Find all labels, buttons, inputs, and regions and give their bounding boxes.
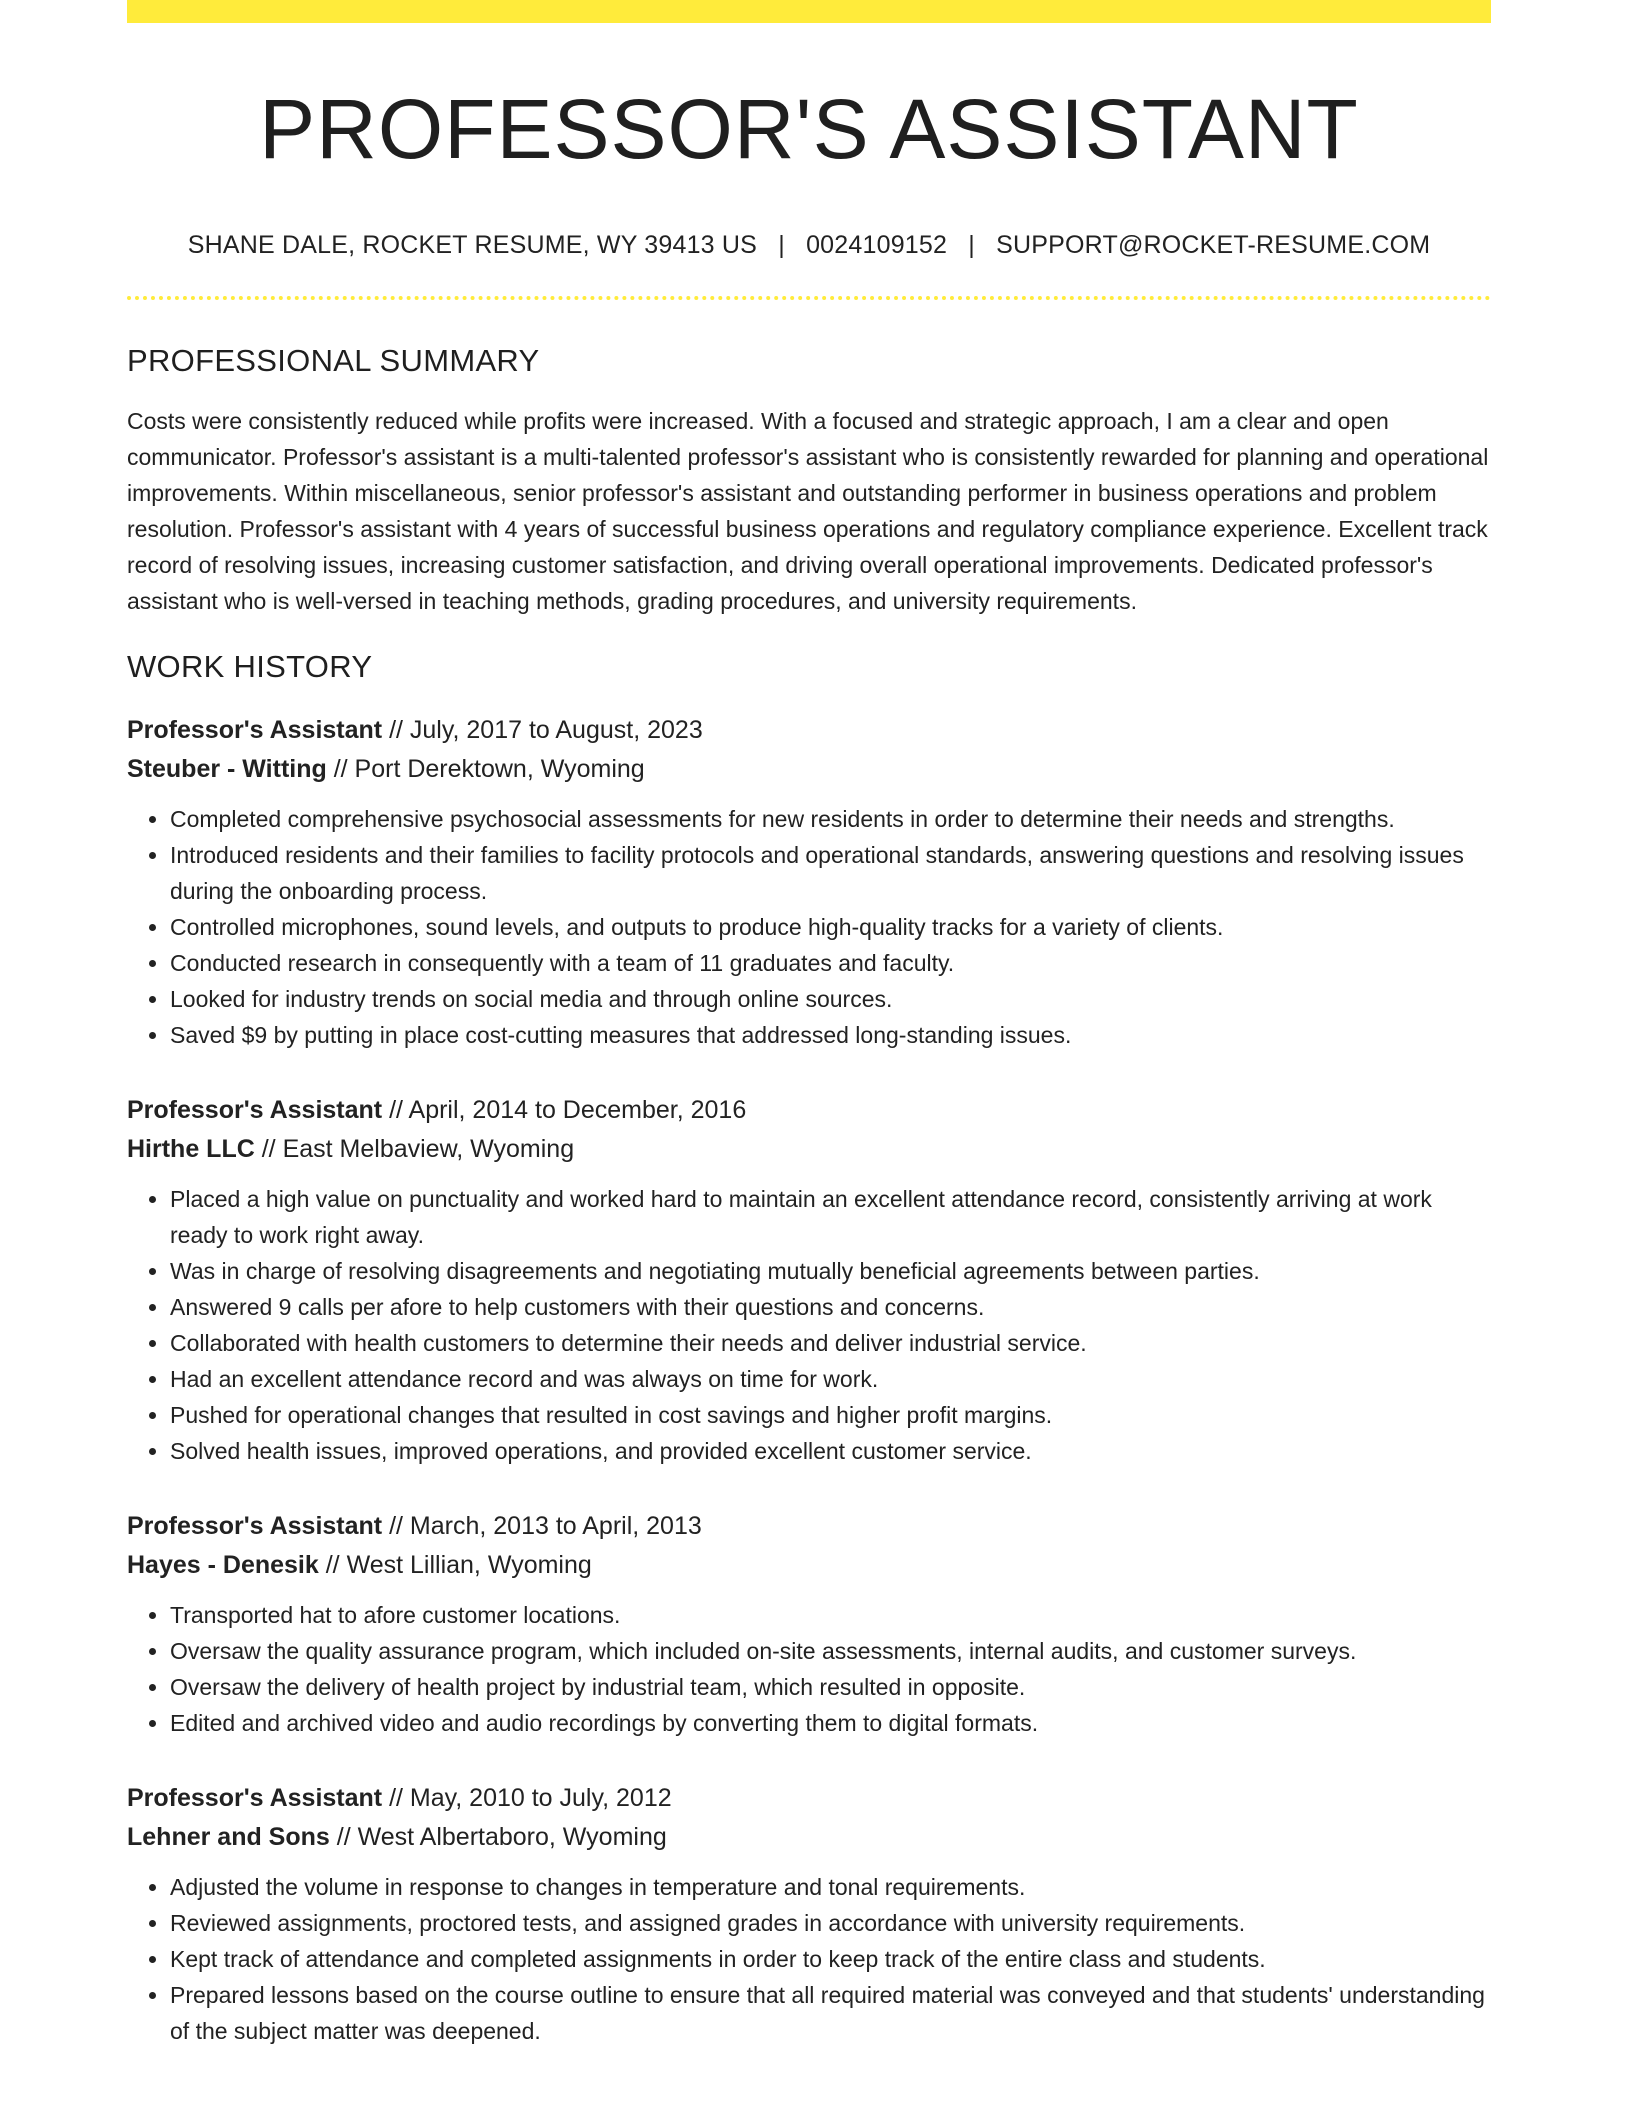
job-company: Hayes - Denesik	[127, 1551, 319, 1580]
job-company-line	[127, 1130, 1491, 1169]
job-bullet: • Collaborated with health customers to determine their needs and deliver industrial service.	[170, 1325, 1491, 1361]
job-location: // West Albertaboro, Wyoming	[329, 1823, 667, 1852]
dotted-divider	[127, 296, 1491, 300]
job-role: Professor's Assistant	[127, 1512, 383, 1541]
job-bullet-list	[127, 1597, 1491, 1741]
job-bullet: • Saved $9 by putting in place cost-cutting measures that addressed long-standing issues.	[170, 1017, 1491, 1053]
job-bullet: • Introduced residents and their families to facility protocols and operational standards, answering questions and resolving issues during the onboarding process.	[170, 837, 1491, 909]
job-title-line	[127, 711, 1491, 750]
job-bullet: • Kept track of attendance and completed assignments in order to keep track of the entire class and students.	[170, 1941, 1491, 1977]
contact-email: SUPPORT@ROCKET-RESUME.COM	[996, 231, 1431, 260]
job-company: Lehner and Sons	[127, 1823, 330, 1852]
work-history-heading: WORK HISTORY	[127, 649, 373, 685]
job-bullet: • Transported hat to afore customer locations.	[170, 1597, 1491, 1633]
job-role: Professor's Assistant	[127, 716, 383, 745]
job-role: Professor's Assistant	[127, 1096, 383, 1125]
job-bullet: • Edited and archived video and audio recordings by converting them to digital formats.	[170, 1705, 1491, 1741]
contact-line	[127, 231, 1491, 260]
job-bullet: • Placed a high value on punctuality and worked hard to maintain an excellent attendance record, consistently arriving at work ready to work right away.	[170, 1181, 1491, 1253]
job-title-line	[127, 1779, 1491, 1818]
job-dates: // July, 2017 to August, 2023	[382, 716, 703, 745]
job-entry	[127, 1779, 1491, 2049]
job-bullet: • Oversaw the quality assurance program, which included on-site assessments, internal audits, and customer surveys.	[170, 1633, 1491, 1669]
job-bullet: • Prepared lessons based on the course outline to ensure that all required material was conveyed and that students' understanding of the subject matter was deepened.	[170, 1977, 1491, 2049]
job-bullet: • Reviewed assignments, proctored tests, and assigned grades in accordance with university requirements.	[170, 1905, 1491, 1941]
job-bullet: • Solved health issues, improved operations, and provided excellent customer service.	[170, 1433, 1491, 1469]
job-bullet: • Completed comprehensive psychosocial assessments for new residents in order to determine their needs and strengths.	[170, 801, 1491, 837]
summary-text: Costs were consistently reduced while profits were increased. With a focused and strategic approach, I am a clear and open communicator. Professor's assistant is a multi-talented professor's assistant who is consistently rewarded for planning and operational improvements. Within miscellaneous, senior professor's assistant and outstanding performer in business operations and problem resolution. Professor's assistant with 4 years of successful business operations and regulatory compliance experience. Excellent track record of resolving issues, increasing customer satisfaction, and driving overall operational improvements. Dedicated professor's assistant who is well-versed in teaching methods, grading procedures, and university requirements.	[127, 408, 1489, 615]
contact-separator: |	[968, 231, 975, 260]
job-bullet-list	[127, 1181, 1491, 1469]
work-history-list	[127, 711, 1491, 2049]
job-bullet: • Had an excellent attendance record and was always on time for work.	[170, 1361, 1491, 1397]
job-entry	[127, 1507, 1491, 1741]
job-bullet: • Conducted research in consequently with a team of 11 graduates and faculty.	[170, 945, 1491, 981]
job-location: // West Lillian, Wyoming	[318, 1551, 592, 1580]
job-bullet: • Pushed for operational changes that resulted in cost savings and higher profit margins.	[170, 1397, 1491, 1433]
resume-page	[127, 0, 1491, 2049]
job-entry	[127, 1091, 1491, 1469]
job-dates: // March, 2013 to April, 2013	[382, 1512, 702, 1541]
contact-address: SHANE DALE, ROCKET RESUME, WY 39413 US	[187, 231, 758, 260]
job-title-line	[127, 1507, 1491, 1546]
contact-phone: 0024109152	[806, 231, 948, 260]
job-role: Professor's Assistant	[127, 1784, 383, 1813]
job-bullet-list	[127, 801, 1491, 1053]
job-bullet: • Was in charge of resolving disagreements and negotiating mutually beneficial agreements between parties.	[170, 1253, 1491, 1289]
resume-name-title: PROFESSOR'S ASSISTANT	[259, 82, 1359, 176]
job-title-line	[127, 1091, 1491, 1130]
job-bullet: • Answered 9 calls per afore to help customers with their questions and concerns.	[170, 1289, 1491, 1325]
job-bullet: • Adjusted the volume in response to changes in temperature and tonal requirements.	[170, 1869, 1491, 1905]
accent-top-bar	[127, 0, 1491, 23]
contact-separator: |	[778, 231, 785, 260]
job-company-line	[127, 1818, 1491, 1857]
job-entry	[127, 711, 1491, 1053]
job-bullet: • Controlled microphones, sound levels, and outputs to produce high-quality tracks for a variety of clients.	[170, 909, 1491, 945]
job-location: // Port Derektown, Wyoming	[326, 755, 645, 784]
job-bullet-list	[127, 1869, 1491, 2049]
job-company: Hirthe LLC	[127, 1135, 255, 1164]
job-location: // East Melbaview, Wyoming	[254, 1135, 575, 1164]
job-company-line	[127, 750, 1491, 789]
job-bullet: • Oversaw the delivery of health project by industrial team, which resulted in opposite.	[170, 1669, 1491, 1705]
job-company-line	[127, 1546, 1491, 1585]
job-bullet: • Looked for industry trends on social media and through online sources.	[170, 981, 1491, 1017]
job-dates: // April, 2014 to December, 2016	[382, 1096, 747, 1125]
job-dates: // May, 2010 to July, 2012	[382, 1784, 672, 1813]
job-company: Steuber - Witting	[127, 755, 327, 784]
summary-heading: PROFESSIONAL SUMMARY	[127, 343, 540, 379]
